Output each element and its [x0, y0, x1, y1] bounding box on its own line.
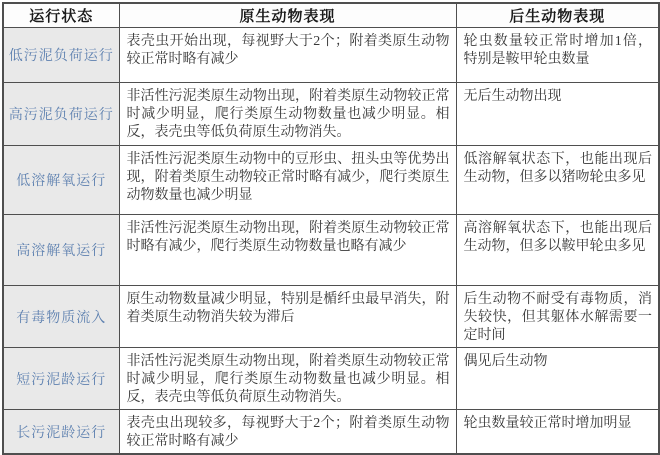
protozoa-cell: 非活性污泥类原生动物出现，附着类原生动物较正常时减少明显，爬行类原生动物数量也减少明显。相反，表壳虫等低负荷原生动物消失。 — [119, 83, 456, 146]
status-cell: 有毒物质流入 — [3, 286, 119, 348]
metazoa-cell: 低溶解氧状态下，也能出现后生动物，但多以猪吻轮虫多见 — [456, 146, 659, 215]
table-row-low-dissolved-oxygen — [3, 146, 659, 215]
status-cell: 高溶解氧运行 — [3, 215, 119, 286]
table-row-high-sludge-load — [3, 83, 659, 146]
header-operation-status: 运行状态 — [3, 3, 119, 28]
protozoa-cell: 表壳虫开始出现，每视野大于2个；附着类原生动物较正常时略有减少 — [119, 28, 456, 83]
protozoa-cell: 非活性污泥类原生动物出现，附着类原生动物较正常时减少明显，爬行类原生动物数量也减少明显。相反，表壳虫等低负荷原生动物消失。 — [119, 348, 456, 410]
metazoa-cell: 轮虫数量较正常时增加1倍，特别是鞍甲轮虫数量 — [456, 28, 659, 83]
header-protozoa: 原生动物表现 — [119, 3, 456, 28]
header-metazoa: 后生动物表现 — [456, 3, 659, 28]
metazoa-cell: 后生动物不耐受有毒物质，消失较快，但其躯体水解需要一定时间 — [456, 286, 659, 348]
status-cell: 短污泥龄运行 — [3, 348, 119, 410]
protozoa-cell: 非活性污泥类原生动物中的豆形虫、扭头虫等优势出现，附着类原生动物较正常时略有减少，爬行类原生动物数量也减少明显 — [119, 146, 456, 215]
header-row — [3, 3, 659, 28]
table-row-short-sludge-age — [3, 348, 659, 410]
status-cell: 长污泥龄运行 — [3, 410, 119, 455]
table-row-high-dissolved-oxygen — [3, 215, 659, 286]
status-cell: 低污泥负荷运行 — [3, 28, 119, 83]
metazoa-cell: 轮虫数量较正常时增加明显 — [456, 410, 659, 455]
operation-status-table — [2, 2, 660, 455]
metazoa-cell: 无后生动物出现 — [456, 83, 659, 146]
metazoa-cell: 偶见后生动物 — [456, 348, 659, 410]
metazoa-cell: 高溶解氧状态下，也能出现后生动物，但多以鞍甲轮虫多见 — [456, 215, 659, 286]
table-row-low-sludge-load — [3, 28, 659, 83]
protozoa-cell: 表壳虫出现较多，每视野大于2个；附着类原生动物较正常时略有减少 — [119, 410, 456, 455]
status-cell: 高污泥负荷运行 — [3, 83, 119, 146]
protozoa-cell: 非活性污泥类原生动物出现，附着类原生动物较正常时略有减少，爬行类原生动物数量也略有减少 — [119, 215, 456, 286]
protozoa-cell: 原生动物数量减少明显，特别是楯纤虫最早消失，附着类原生动物消失较为滞后 — [119, 286, 456, 348]
table-row-toxic-inflow — [3, 286, 659, 348]
status-cell: 低溶解氧运行 — [3, 146, 119, 215]
table-row-long-sludge-age — [3, 410, 659, 455]
